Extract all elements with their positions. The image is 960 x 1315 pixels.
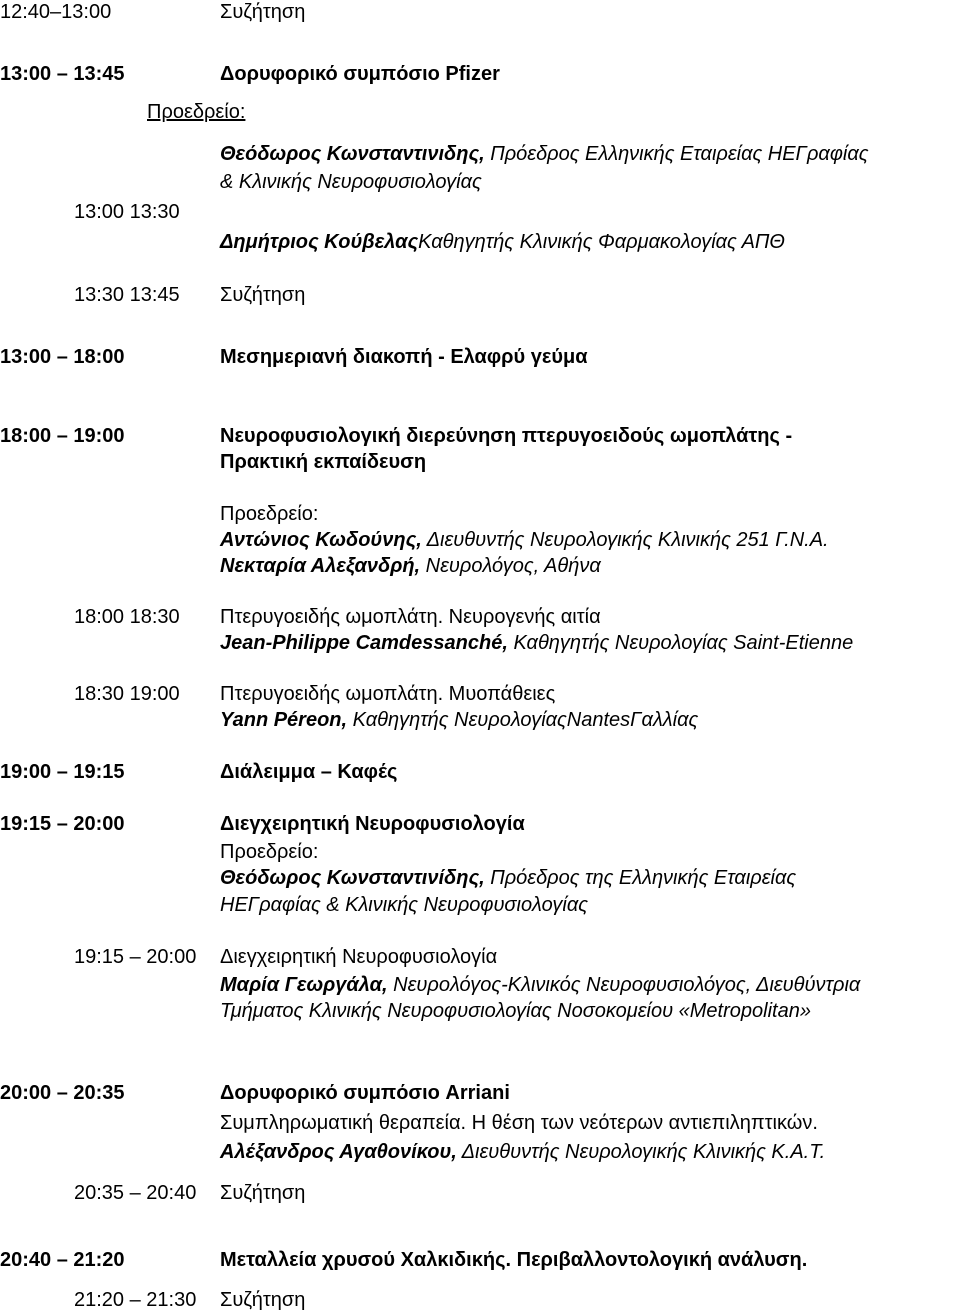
time-slot: 20:35 – 20:40 — [74, 1182, 197, 1204]
speaker-affiliation: Καθηγητής Κλινικής Φαρμακολογίας ΑΠΘ — [418, 231, 785, 253]
session-title: Νευροφυσιολογική διερεύνηση πτερυγοειδούς ωμοπλάτης - — [220, 425, 793, 447]
speaker-line — [220, 230, 785, 254]
talk-title: Πτερυγοειδής ωμοπλάτη. Μυοπάθειες — [220, 683, 556, 705]
speaker-affiliation: ΗΕΓραφίας & Κλινικής Νευροφυσιολογίας — [220, 894, 588, 916]
speaker-affiliation: Πρόεδρος της Ελληνικής Εταιρείας — [484, 867, 797, 889]
speaker-affiliation: Καθηγητής Νευρολογίας Saint-Etienne — [507, 632, 854, 654]
speaker-line — [220, 708, 698, 732]
time-slot: 21:20 – 21:30 — [74, 1289, 197, 1311]
speaker-name: Νεκταρία Αλεξανδρή, — [220, 555, 421, 577]
speaker-name: Δημήτριος Κούβελας — [220, 231, 419, 253]
speaker-name: Μαρία Γεωργάλα, — [220, 974, 388, 996]
speaker-name: Jean-Philippe Camdessanché, — [220, 632, 508, 654]
speaker-line — [220, 866, 796, 890]
time-slot: 20:00 – 20:35 — [0, 1082, 125, 1104]
speaker-affiliation: Πρόεδρος Ελληνικής Εταιρείας ΗΕΓραφίας — [484, 143, 869, 165]
session-title: Δορυφορικό συμπόσιο Pfizer — [220, 63, 500, 85]
time-slot: 18:00 – 19:00 — [0, 425, 125, 447]
talk-title: Πτερυγοειδής ωμοπλάτη. Νευρογενής αιτία — [220, 606, 601, 628]
speaker-name: Θεόδωρος Κωνσταντινιδης, — [220, 143, 485, 165]
time-slot: 13:00 – 18:00 — [0, 346, 125, 368]
speaker-affiliation: & Κλινικής Νευροφυσιολογίας — [220, 171, 482, 193]
speaker-affiliation: Νευρολόγος, Αθήνα — [420, 555, 601, 577]
session-title: Συζήτηση — [220, 284, 306, 306]
chair-label: Προεδρείο: — [220, 841, 319, 863]
session-title: Πρακτική εκπαίδευση — [220, 451, 427, 473]
time-slot: 13:30 13:45 — [74, 284, 180, 306]
time-slot: 12:40–13:00 — [0, 1, 112, 23]
session-title: Μεσημεριανή διακοπή - Ελαφρύ γεύμα — [220, 346, 588, 368]
session-title: Συζήτηση — [220, 1, 306, 23]
session-title: Συζήτηση — [220, 1289, 306, 1311]
session-title: Συζήτηση — [220, 1182, 306, 1204]
speaker-affiliation: Τμήματος Κλινικής Νευροφυσιολογίας Νοσοκομείου «Metropolitan» — [220, 1000, 811, 1022]
speaker-line — [220, 142, 868, 166]
time-slot: 19:15 – 20:00 — [74, 946, 197, 968]
speaker-affiliation: Καθηγητής ΝευρολογίαςNantesΓαλλίας — [347, 709, 699, 731]
session-title: Μεταλλεία χρυσού Χαλκιδικής. Περιβαλλοντολογική ανάλυση. — [220, 1249, 808, 1271]
talk-title: Συμπληρωματική θεραπεία. Η θέση των νεότερων αντιεπιληπτικών. — [220, 1112, 818, 1134]
session-title: Δορυφορικό συμπόσιο Arriani — [220, 1082, 510, 1104]
speaker-line — [220, 1140, 825, 1164]
time-slot: 19:00 – 19:15 — [0, 761, 125, 783]
chair-label: Προεδρείο: — [147, 101, 246, 123]
speaker-name: Αντώνιος Κωδούνης, — [220, 529, 422, 551]
speaker-name: Αλέξανδρος Αγαθονίκου, — [220, 1141, 457, 1163]
time-slot: 19:15 – 20:00 — [0, 813, 125, 835]
speaker-line — [220, 554, 601, 578]
time-slot: 13:00 – 13:45 — [0, 63, 125, 85]
session-title: Διεγχειρητική Νευροφυσιολογία — [220, 813, 525, 835]
speaker-name: Θεόδωρος Κωνσταντινίδης, — [220, 867, 485, 889]
talk-title: Διεγχειρητική Νευροφυσιολογία — [220, 946, 498, 968]
time-slot: 13:00 13:30 — [74, 201, 180, 223]
time-slot: 18:00 18:30 — [74, 606, 180, 628]
speaker-line — [220, 631, 853, 655]
speaker-line — [220, 528, 829, 552]
speaker-affiliation: Νευρολόγος-Κλινικός Νευροφυσιολόγος, Διευθύντρια — [387, 974, 861, 996]
speaker-line — [220, 973, 860, 997]
speaker-affiliation: Διευθυντής Νευρολογικής Κλινικής 251 Γ.Ν.Α. — [421, 529, 829, 551]
time-slot: 20:40 – 21:20 — [0, 1249, 125, 1271]
session-title: Διάλειμμα – Καφές — [220, 761, 398, 783]
speaker-affiliation: Διευθυντής Νευρολογικής Κλινικής Κ.Α.Τ. — [456, 1141, 826, 1163]
chair-label: Προεδρείο: — [220, 503, 319, 525]
speaker-name: Yann Péreon, — [220, 709, 348, 731]
time-slot: 18:30 19:00 — [74, 683, 180, 705]
